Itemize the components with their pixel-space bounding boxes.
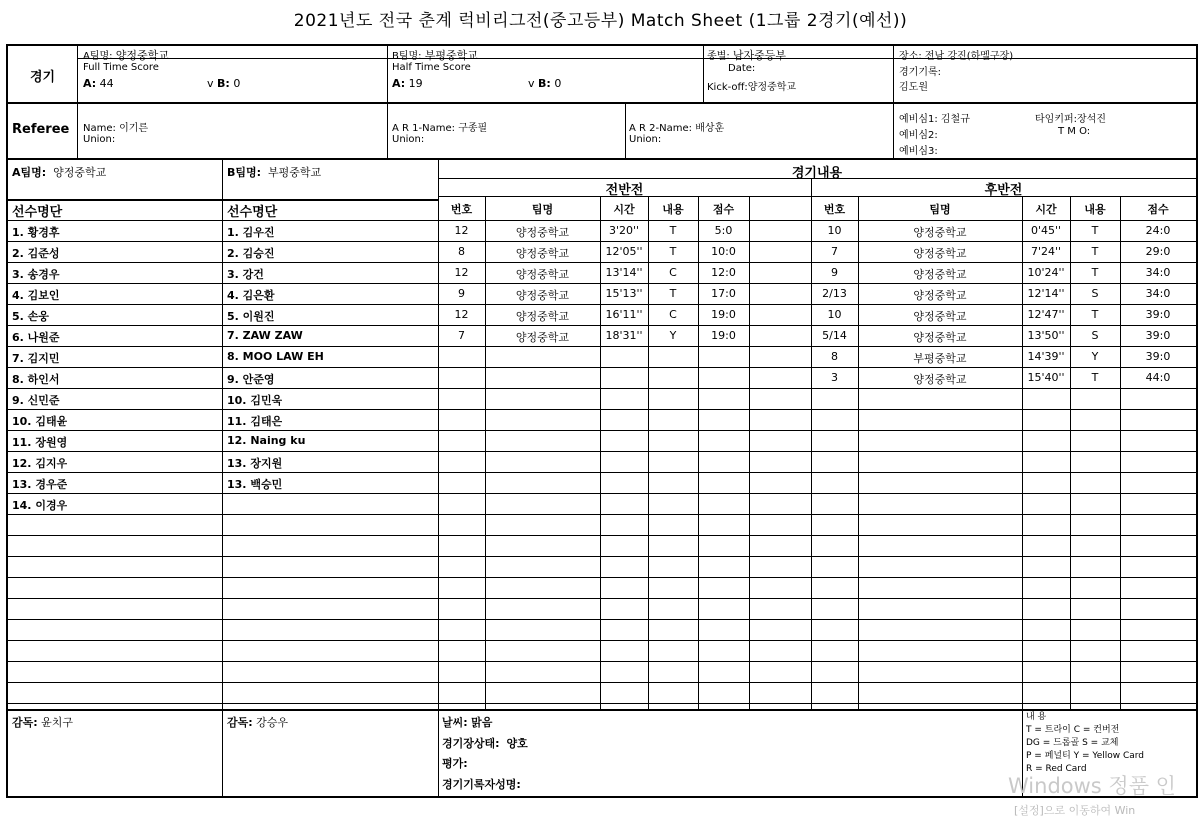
grid-line <box>8 619 1196 620</box>
match-label: 경기 <box>30 70 56 85</box>
second-half-event-cell: T <box>1091 308 1099 321</box>
second-half-event-cell: T <box>1091 245 1099 258</box>
match-content-header: 경기내용 <box>791 166 843 181</box>
first-half-event-cell: 양정중학교 <box>515 226 570 239</box>
first-half-header: 전반전 <box>605 183 644 198</box>
full-time-label: Full Time Score <box>83 62 159 73</box>
second-half-event-cell: T <box>1091 266 1099 279</box>
first-half-event-cell: 16'11'' <box>605 308 643 321</box>
a-player-row: 12. 김지우 <box>12 457 68 470</box>
referee-name: Name: 이기른 <box>83 123 149 134</box>
ar2-union: Union: <box>629 134 662 145</box>
grid-line <box>8 514 1196 515</box>
second-half-event-cell: S <box>1091 287 1099 300</box>
b-roster-header: 선수명단 <box>227 205 278 220</box>
a-player-row: 7. 김지민 <box>12 352 60 365</box>
grid-line <box>8 472 1196 473</box>
first-half-event-cell: 3'20'' <box>608 224 640 237</box>
reserve-referee-2: 예비심2: <box>899 130 938 141</box>
recorder-label: 경기기록: <box>899 67 942 78</box>
windows-activation-watermark: Windows 정품 인 <box>1008 774 1176 798</box>
grid-line <box>8 640 1196 641</box>
first-half-column-header: 팀명 <box>531 203 554 216</box>
second-half-event-cell: 34:0 <box>1145 266 1171 279</box>
a-player-row: 11. 장원영 <box>12 436 68 449</box>
b-player-row: 7. ZAW ZAW <box>227 329 303 342</box>
second-half-event-cell: 5/14 <box>822 329 847 342</box>
half-time-score: A: 19 <box>392 77 423 90</box>
a-team-title: A팀명: 양정중학교 <box>12 166 107 179</box>
grid-line <box>8 241 1196 242</box>
second-half-event-cell: 양정중학교 <box>913 310 967 323</box>
b-player-row: 2. 김승진 <box>227 247 275 260</box>
first-half-event-cell: 19:0 <box>711 329 736 342</box>
first-half-event-cell: 13'14'' <box>605 266 643 279</box>
second-half-column-header: 팀명 <box>929 203 951 216</box>
first-half-event-cell: 12:0 <box>711 266 736 279</box>
first-half-event-cell: 19:0 <box>711 308 736 321</box>
first-half-event-cell: 17:0 <box>711 287 736 300</box>
b-player-row: 13. 장지원 <box>227 457 283 470</box>
b-player-row: 9. 안준영 <box>227 373 275 386</box>
second-half-event-cell: 9 <box>831 266 838 279</box>
b-player-row: 12. Naing ku <box>227 434 306 447</box>
grid-line <box>8 325 1196 326</box>
coach-a: 감독: 윤치구 <box>12 716 74 729</box>
second-half-event-cell: 15'40'' <box>1027 371 1065 384</box>
grid-line <box>8 409 1196 410</box>
grid-line <box>8 556 1196 557</box>
grid-line <box>8 304 1196 305</box>
b-team-title: B팀명: 부평중학교 <box>227 166 322 179</box>
first-half-event-cell: 12 <box>454 308 469 321</box>
grid-line <box>8 598 1196 599</box>
b-player-row: 5. 이원진 <box>227 310 275 323</box>
second-half-event-cell: 34:0 <box>1145 287 1171 300</box>
a-team-header: A팀명: 양정중학교 <box>83 49 169 62</box>
full-time-score: A: 44 <box>83 77 114 90</box>
second-half-event-cell: 39:0 <box>1145 308 1171 321</box>
second-half-event-cell: 10 <box>827 308 842 321</box>
a-player-row: 10. 김태윤 <box>12 415 68 428</box>
grid-line <box>8 577 1196 578</box>
first-half-event-cell: 양정중학교 <box>515 310 570 323</box>
b-player-row: 13. 백승민 <box>227 478 283 491</box>
legend-line: DG = 드롭골 S = 교체 <box>1026 738 1119 748</box>
referee-union: Union: <box>83 134 116 145</box>
b-player-row: 11. 김태은 <box>227 415 283 428</box>
grid-line <box>8 388 1196 389</box>
a-player-row: 3. 송경우 <box>12 268 60 281</box>
ar1-name: A R 1-Name: 구종필 <box>392 123 488 134</box>
legend-line: T = 트라이 C = 컨버전 <box>1026 725 1120 735</box>
second-half-event-cell: 양정중학교 <box>913 226 967 239</box>
first-half-column-header: 점수 <box>712 203 735 216</box>
second-half-column-header: 내용 <box>1084 203 1106 216</box>
venue: 장소: 전남 강진(하멜구장) <box>899 51 1014 62</box>
second-half-event-cell: S <box>1091 329 1099 342</box>
a-player-row: 1. 황경후 <box>12 226 60 239</box>
windows-activation-hint: [설정]으로 이동하여 Win <box>1014 804 1136 817</box>
second-half-event-cell: 39:0 <box>1145 350 1171 363</box>
second-half-event-cell: 12'47'' <box>1027 308 1065 321</box>
first-half-event-cell: 12'05'' <box>605 245 643 258</box>
second-half-event-cell: 7 <box>831 245 838 258</box>
second-half-event-cell: 14'39'' <box>1027 350 1065 363</box>
ar1-union: Union: <box>392 134 425 145</box>
b-player-row: 1. 김우진 <box>227 226 275 239</box>
recorder-name: 김도원 <box>899 82 928 93</box>
grid-line <box>8 451 1196 452</box>
signer-label: 경기기록자성명: <box>442 778 521 791</box>
first-half-column-header: 시간 <box>613 203 635 216</box>
ar2-name: A R 2-Name: 배상훈 <box>629 123 725 134</box>
grid-line <box>8 493 1196 494</box>
grid-line <box>8 703 1196 704</box>
second-half-event-cell: 13'50'' <box>1027 329 1065 342</box>
first-half-event-cell: 8 <box>458 245 465 258</box>
a-player-row: 9. 신민준 <box>12 394 60 407</box>
full-time-score-b: v B: 0 <box>207 77 241 90</box>
a-player-row: 6. 나원준 <box>12 331 60 344</box>
evaluation-label: 평가: <box>442 757 468 770</box>
second-half-event-cell: 29:0 <box>1145 245 1171 258</box>
b-player-row: 4. 김은환 <box>227 289 275 302</box>
second-half-event-cell: 7'24'' <box>1030 245 1062 258</box>
grid-line <box>8 283 1196 284</box>
second-half-event-cell: 3 <box>831 371 838 384</box>
second-half-event-cell: 44:0 <box>1145 371 1171 384</box>
second-half-event-cell: 10'24'' <box>1027 266 1065 279</box>
first-half-event-cell: C <box>669 308 677 321</box>
first-half-event-cell: T <box>669 245 677 258</box>
b-player-row: 8. MOO LAW EH <box>227 350 324 363</box>
second-half-column-header: 점수 <box>1147 203 1169 216</box>
timekeeper: 타임키퍼:장석진 <box>1035 114 1106 125</box>
referee-label: Referee <box>12 122 70 137</box>
weather: 날씨: 맑음 <box>442 716 493 729</box>
second-half-column-header: 시간 <box>1035 203 1057 216</box>
half-time-label: Half Time Score <box>392 62 471 73</box>
first-half-event-cell: 10:0 <box>711 245 736 258</box>
second-half-event-cell: 10 <box>827 224 842 237</box>
a-player-row: 5. 손웅 <box>12 310 49 323</box>
second-half-event-cell: 12'14'' <box>1027 287 1065 300</box>
b-player-row: 3. 강건 <box>227 268 264 281</box>
first-half-event-cell: 7 <box>458 329 465 342</box>
second-half-event-cell: 양정중학교 <box>913 289 967 302</box>
match-sheet <box>6 44 1198 798</box>
a-player-row: 2. 김준성 <box>12 247 60 260</box>
b-team-header: B팀명: 부평중학교 <box>392 49 478 62</box>
grid-line <box>8 430 1196 431</box>
second-half-event-cell: T <box>1091 371 1099 384</box>
first-half-event-cell: 18'31'' <box>605 329 643 342</box>
first-half-event-cell: Y <box>669 329 677 342</box>
first-half-event-cell: T <box>669 224 677 237</box>
half-time-score-b: v B: 0 <box>528 77 562 90</box>
second-half-event-cell: T <box>1091 224 1099 237</box>
first-half-event-cell: T <box>669 287 677 300</box>
first-half-event-cell: 5:0 <box>714 224 733 237</box>
second-half-event-cell: 부평중학교 <box>913 352 967 365</box>
second-half-event-cell: 8 <box>831 350 838 363</box>
grid-line <box>8 220 1196 221</box>
field-condition: 경기장상태: 양호 <box>442 737 528 750</box>
grid-line <box>8 367 1196 368</box>
grid-line <box>8 682 1196 683</box>
first-half-event-cell: 9 <box>458 287 465 300</box>
first-half-event-cell: 양정중학교 <box>515 289 570 302</box>
first-half-event-cell: 양정중학교 <box>515 247 570 260</box>
a-player-row: 13. 경우준 <box>12 478 68 491</box>
second-half-column-header: 번호 <box>823 203 846 216</box>
second-half-event-cell: 양정중학교 <box>913 331 967 344</box>
a-player-row: 4. 김보인 <box>12 289 60 302</box>
reserve-referee-3: 예비심3: <box>899 146 938 157</box>
second-half-event-cell: 양정중학교 <box>913 247 967 260</box>
grid-line <box>8 535 1196 536</box>
second-half-event-cell: 39:0 <box>1145 329 1171 342</box>
second-half-event-cell: 양정중학교 <box>913 373 967 386</box>
second-half-event-cell: 양정중학교 <box>913 268 967 281</box>
legend <box>1026 711 1144 776</box>
first-half-event-cell: 양정중학교 <box>515 331 570 344</box>
legend-title: 내 용 <box>1026 712 1047 722</box>
grid-line <box>8 661 1196 662</box>
legend-line: P = 페널티 Y = Yellow Card <box>1026 751 1145 761</box>
second-half-event-cell: 2/13 <box>822 287 847 300</box>
tmo: T M O: <box>1058 126 1091 137</box>
a-player-row: 8. 하인서 <box>12 373 60 386</box>
second-half-header: 후반전 <box>984 183 1023 198</box>
first-half-event-cell: 12 <box>454 224 469 237</box>
reserve-referee-1: 예비심1: 김철규 <box>899 114 970 125</box>
first-half-column-header: 번호 <box>450 203 473 216</box>
a-player-row: 14. 이경우 <box>12 499 68 512</box>
legend-line: R = Red Card <box>1026 764 1087 774</box>
first-half-event-cell: 양정중학교 <box>515 268 570 281</box>
second-half-event-cell: Y <box>1091 350 1099 363</box>
grid-line <box>8 262 1196 263</box>
page-title: 2021년도 전국 춘계 럭비리그전(중고등부) Match Sheet (1그룹 2경기(예선)) <box>293 11 908 31</box>
grid-line <box>8 346 1196 347</box>
second-half-event-cell: 0'45'' <box>1030 224 1062 237</box>
b-player-row: 10. 김민욱 <box>227 394 283 407</box>
first-half-event-cell: 15'13'' <box>605 287 643 300</box>
grid-line <box>749 196 750 709</box>
second-half-event-cell: 24:0 <box>1145 224 1171 237</box>
first-half-event-cell: C <box>669 266 677 279</box>
first-half-event-cell: 12 <box>454 266 469 279</box>
a-roster-header: 선수명단 <box>12 205 63 220</box>
division: 종별: 남자중등부 <box>707 49 787 62</box>
date-label: Date: <box>728 63 756 74</box>
first-half-column-header: 내용 <box>662 203 684 216</box>
kickoff: Kick-off:양정중학교 <box>707 82 797 93</box>
coach-b: 감독: 강승우 <box>227 716 289 729</box>
